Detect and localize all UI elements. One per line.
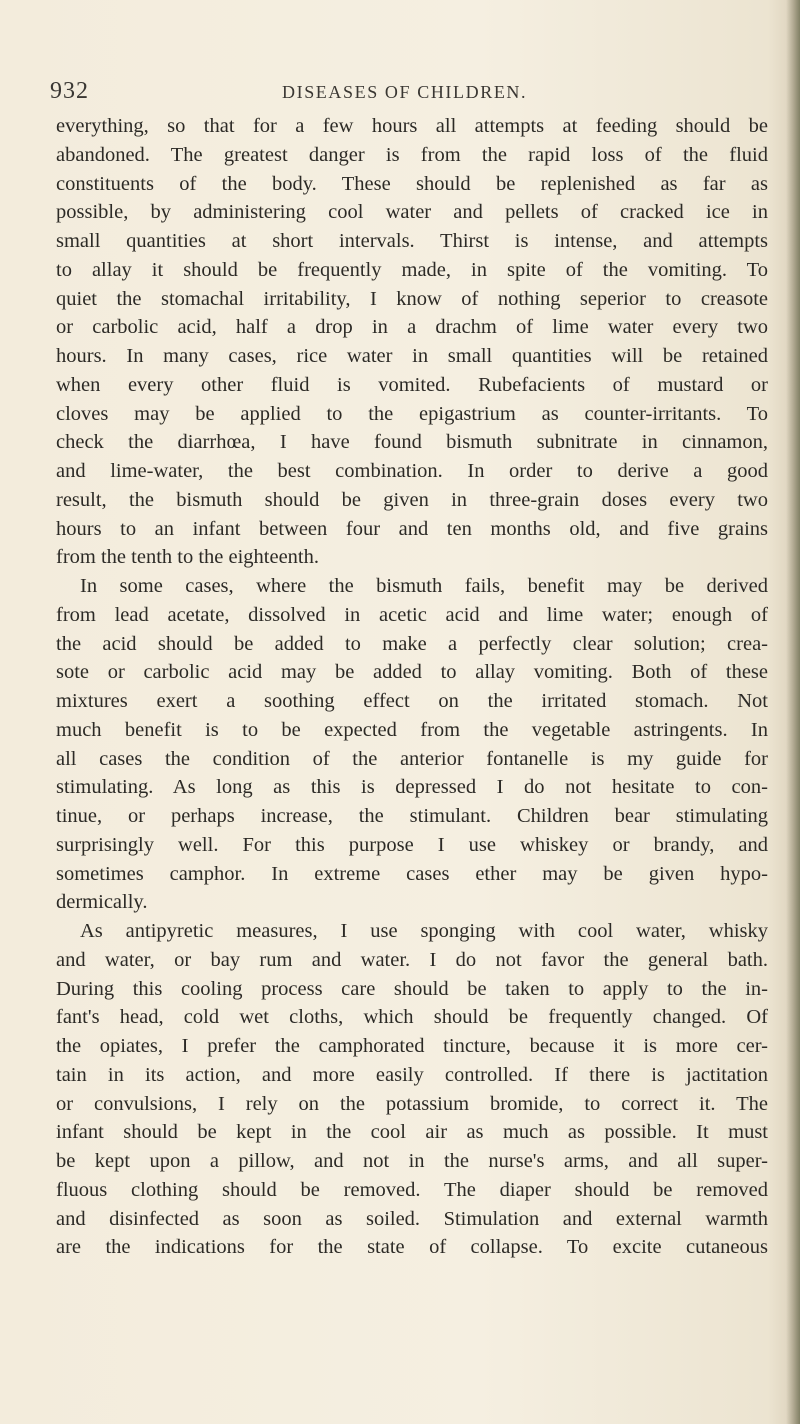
text-line: stimulating. As long as this is depressed I do not hesitate to con- xyxy=(56,776,768,799)
text-line: fant's head, cold wet cloths, which should be frequently changed. Of xyxy=(56,1006,768,1029)
text-line: all cases the condition of the anterior fontanelle is my guide for xyxy=(56,747,768,770)
text-line: when every other fluid is vomited. Rubefacients of mustard or xyxy=(56,373,768,396)
text-line: check the diarrhœa, I have found bismuth subnitrate in cinnamon, xyxy=(56,431,768,454)
text-line: or carbolic acid, half a drop in a drachm of lime water every two xyxy=(56,316,768,339)
text-line: and disinfected as soon as soiled. Stimulation and external warmth xyxy=(56,1207,768,1230)
page-number: 932 xyxy=(50,78,89,104)
text-line: infant should be kept in the cool air as much as possible. It must xyxy=(56,1121,768,1144)
text-line: tain in its action, and more easily controlled. If there is jactitation xyxy=(56,1063,768,1086)
text-line: abandoned. The greatest danger is from the rapid loss of the fluid xyxy=(56,143,768,166)
text-line: and water, or bay rum and water. I do not favor the general bath. xyxy=(56,948,768,971)
text-line: quiet the stomachal irritability, I know of nothing seperior to creasote xyxy=(56,287,768,310)
text-line: surprisingly well. For this purpose I use whiskey or brandy, and xyxy=(56,833,768,856)
text-line: to allay it should be frequently made, in spite of the vomiting. To xyxy=(56,258,768,281)
text-line: result, the bismuth should be given in three-grain doses every two xyxy=(56,488,768,511)
text-line: from lead acetate, dissolved in acetic acid and lime water; enough of xyxy=(56,603,768,626)
page-edge-shadow xyxy=(786,0,800,1424)
text-line: mixtures exert a soothing effect on the irritated stomach. Not xyxy=(56,690,768,712)
text-line: the opiates, I prefer the camphorated tincture, because it is more cer- xyxy=(56,1035,768,1057)
text-line: dermically. xyxy=(56,891,148,914)
text-line: hours to an infant between four and ten months old, and five grains xyxy=(56,517,768,540)
text-line: much benefit is to be expected from the vegetable astringents. In xyxy=(56,718,768,741)
text-line: small quantities at short intervals. Thirst is intense, and attempts xyxy=(56,230,768,252)
text-line: from the tenth to the eighteenth. xyxy=(56,546,320,569)
text-line: everything, so that for a few hours all attempts at feeding should be xyxy=(56,115,768,137)
text-line: constituents of the body. These should be replenished as far as xyxy=(56,172,768,195)
body-text xyxy=(56,112,768,1262)
text-line: the acid should be added to make a perfectly clear solution; crea- xyxy=(56,632,768,655)
page-header xyxy=(50,78,770,108)
text-line: sometimes camphor. In extreme cases ether may be given hypo- xyxy=(56,862,768,885)
text-line: and lime-water, the best combination. In order to derive a good xyxy=(56,460,768,482)
text-line: cloves may be applied to the epigastrium as counter-irritants. To xyxy=(56,402,768,425)
text-line: In some cases, where the bismuth fails, benefit may be derived xyxy=(80,575,768,597)
text-line: are the indications for the state of collapse. To excite cutaneous xyxy=(56,1236,768,1259)
text-line: sote or carbolic acid may be added to allay vomiting. Both of these xyxy=(56,661,768,684)
text-line: As antipyretic measures, I use sponging with cool water, whisky xyxy=(80,920,768,942)
text-line: During this cooling process care should be taken to apply to the in- xyxy=(56,977,768,1000)
text-line: be kept upon a pillow, and not in the nurse's arms, and all super- xyxy=(56,1150,768,1172)
text-line: tinue, or perhaps increase, the stimulant. Children bear stimulating xyxy=(56,805,768,827)
text-line: or convulsions, I rely on the potassium bromide, to correct it. The xyxy=(56,1092,768,1115)
text-line: possible, by administering cool water and pellets of cracked ice in xyxy=(56,201,768,224)
running-head: DISEASES OF CHILDREN. xyxy=(282,82,528,102)
text-line: fluous clothing should be removed. The diaper should be removed xyxy=(56,1178,768,1201)
text-line: hours. In many cases, rice water in small quantities will be retained xyxy=(56,345,768,367)
